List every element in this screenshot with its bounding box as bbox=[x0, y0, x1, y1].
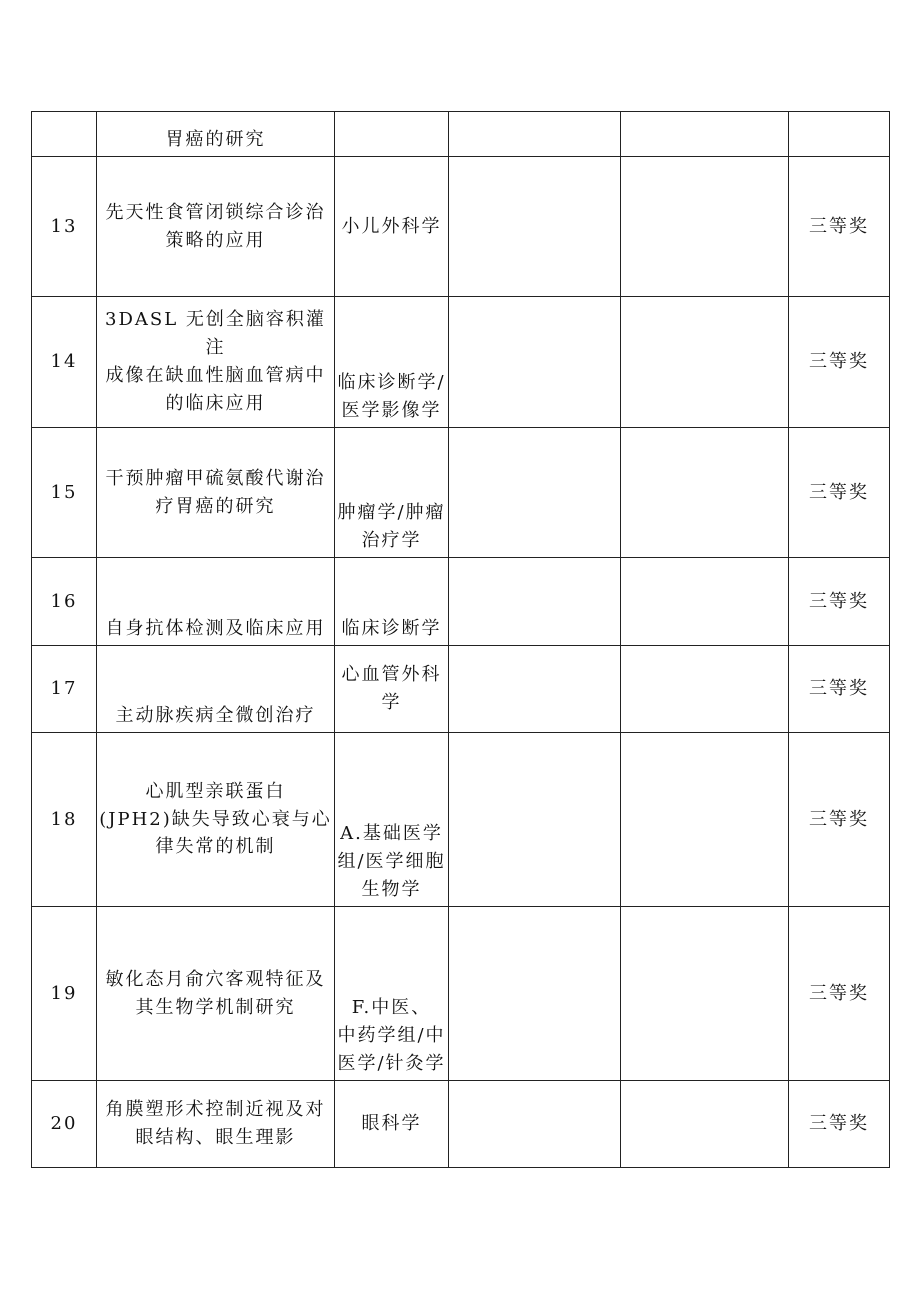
row-number: 20 bbox=[32, 1081, 97, 1168]
award-level: 三等奖 bbox=[789, 558, 890, 646]
row-number: 16 bbox=[32, 558, 97, 646]
table-row bbox=[32, 112, 890, 157]
discipline: 临床诊断学/ 医学影像学 bbox=[335, 297, 449, 428]
row-number: 14 bbox=[32, 297, 97, 428]
blank-cell bbox=[449, 297, 621, 428]
row-number: 13 bbox=[32, 157, 97, 297]
blank-cell bbox=[449, 907, 621, 1081]
award-level: 三等奖 bbox=[789, 428, 890, 558]
discipline: 小儿外科学 bbox=[335, 157, 449, 297]
blank-cell bbox=[621, 1081, 789, 1168]
blank-cell bbox=[621, 907, 789, 1081]
discipline: A.基础医学 组/医学细胞 生物学 bbox=[335, 733, 449, 907]
discipline: 临床诊断学 bbox=[335, 558, 449, 646]
blank-cell bbox=[621, 157, 789, 297]
table-row bbox=[32, 646, 890, 733]
project-title: 主动脉疾病全微创治疗 bbox=[97, 646, 335, 733]
blank-cell bbox=[449, 112, 621, 157]
table-row bbox=[32, 428, 890, 558]
blank-cell bbox=[621, 646, 789, 733]
project-title: 3DASL 无创全脑容积灌注 成像在缺血性脑血管病中 的临床应用 bbox=[97, 297, 335, 428]
blank-cell bbox=[449, 646, 621, 733]
table-row bbox=[32, 157, 890, 297]
table-row bbox=[32, 907, 890, 1081]
award-level: 三等奖 bbox=[789, 733, 890, 907]
award-level: 三等奖 bbox=[789, 157, 890, 297]
blank-cell bbox=[449, 428, 621, 558]
row-number: 17 bbox=[32, 646, 97, 733]
blank-cell bbox=[621, 297, 789, 428]
project-title: 先天性食管闭锁综合诊治 策略的应用 bbox=[97, 157, 335, 297]
discipline: F.中医、 中药学组/中 医学/针灸学 bbox=[335, 907, 449, 1081]
blank-cell bbox=[621, 558, 789, 646]
table-row bbox=[32, 1081, 890, 1168]
blank-cell bbox=[449, 558, 621, 646]
discipline: 肿瘤学/肿瘤 治疗学 bbox=[335, 428, 449, 558]
discipline: 眼科学 bbox=[335, 1081, 449, 1168]
blank-cell bbox=[449, 733, 621, 907]
row-number bbox=[32, 112, 97, 157]
table-row bbox=[32, 733, 890, 907]
project-title: 敏化态月俞穴客观特征及 其生物学机制研究 bbox=[97, 907, 335, 1081]
discipline: 心血管外科 学 bbox=[335, 646, 449, 733]
project-title: 胃癌的研究 bbox=[97, 112, 335, 157]
discipline bbox=[335, 112, 449, 157]
row-number: 18 bbox=[32, 733, 97, 907]
award-table bbox=[31, 111, 890, 1168]
table-row bbox=[32, 297, 890, 428]
project-title: 自身抗体检测及临床应用 bbox=[97, 558, 335, 646]
project-title: 角膜塑形术控制近视及对 眼结构、眼生理影 bbox=[97, 1081, 335, 1168]
award-level: 三等奖 bbox=[789, 1081, 890, 1168]
row-number: 15 bbox=[32, 428, 97, 558]
blank-cell bbox=[621, 112, 789, 157]
award-level: 三等奖 bbox=[789, 907, 890, 1081]
project-title: 干预肿瘤甲硫氨酸代谢治 疗胃癌的研究 bbox=[97, 428, 335, 558]
blank-cell bbox=[621, 733, 789, 907]
table-row bbox=[32, 558, 890, 646]
award-level: 三等奖 bbox=[789, 646, 890, 733]
blank-cell bbox=[621, 428, 789, 558]
award-level bbox=[789, 112, 890, 157]
row-number: 19 bbox=[32, 907, 97, 1081]
project-title: 心肌型亲联蛋白 (JPH2)缺失导致心衰与心 律失常的机制 bbox=[97, 733, 335, 907]
blank-cell bbox=[449, 1081, 621, 1168]
blank-cell bbox=[449, 157, 621, 297]
award-level: 三等奖 bbox=[789, 297, 890, 428]
